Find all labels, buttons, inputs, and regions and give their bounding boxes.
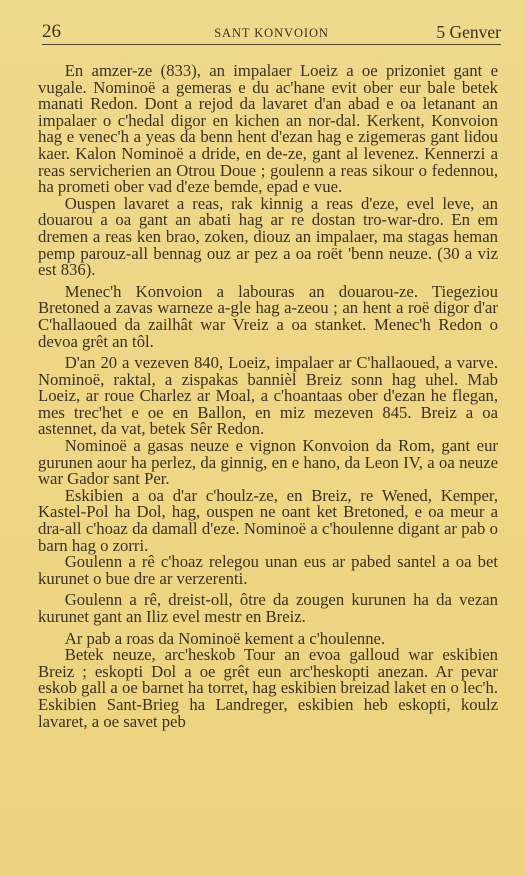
page-header <box>42 20 501 45</box>
paragraph-3: Menec'h Konvoion a labouras an douarou-ze. Tiegeziou Bretoned a zavas warneze a-gle hag a-zeou ; an hent a roë digor d'ar C'hallaoued da zailhât war Vreiz a oa stanket. Menec'h Redon o devoa grêt an tôl. <box>38 281 498 351</box>
body-text <box>38 63 498 730</box>
page-number: 26 <box>42 21 61 42</box>
paragraph-4: D'an 20 a vezeven 840, Loeiz, impalaer ar C'hallaoued, a varve. Nominoë, raktal, a zispakas bannièl Breiz sonn hag uhel. Mab Loeiz, ar roue Charlez ar Moal, a c'hoantaas ober d'ezan he flegan, mes trec'het e oe en Ballon, en miz mezeven 845. Breiz a oa astennet, da vat, betek Sêr Redon. <box>38 353 498 439</box>
header-date: 5 Genver <box>436 22 501 42</box>
paragraph-6: Eskibien a oa d'ar c'houlz-ze, en Breiz, re Wened, Kemper, Kastel-Pol ha Dol, hag, ouspen ne oant ket Bretoned, e oa meur a dra-all c'hoaz da damall d'eze. Nominoë a c'houlenne digant ar pab o barn hag o zorri. <box>38 485 498 555</box>
paragraph-8: Goulenn a rê, dreist-oll, ôtre da zougen kurunen ha da vezan kurunet gant an Iliz evel mestr en Breiz. <box>38 590 498 626</box>
paragraph-1: En amzer-ze (833), an impalaer Loeiz a oe prizoniet gant e vugale. Nominoë a gemeras e du ac'hane evit ober eur bale betek manati Redon. Dont a rejod da lavaret d'an abad e oa letanant an impalaer o c'hedal digor en kichen an nor-dal. Kerkent, Konvoion hag e venec'h a yeas da benn hent d'ezan hag e zigemeras gant lidou kaer. Kalon Nominoë a dride, en de-ze, gant al levenez. Kennerzi a reas servicherien an Otrou Doue ; goulenn a reas sikour o fedennou, ha prometi ober vad d'eze bemde, epad e vue. <box>38 61 498 197</box>
paragraph-5: Nominoë a gasas neuze e vignon Konvoion da Rom, gant eur gurunen aour ha perlez, da ginnig, en e hano, da Leon IV, a oa neuze war Gador sant Per. <box>38 436 498 489</box>
running-title: SANT KONVOION <box>214 26 329 40</box>
paragraph-9: Ar pab a roas da Nominoë kement a c'houlenne. <box>64 628 386 648</box>
paragraph-10: Betek neuze, arc'heskob Tour an evoa galloud war eskibien Breiz ; eskopti Dol a oe grêt eun arc'heskopti anezan. Ar pevar eskob gall a oe barnet ha torret, hag eskibien breizad laket en o lec'h. Eskibien Sant-Brieg ha Landreger, eskibien heb eskopti, koulz lavaret, a oe savet peb <box>38 645 498 731</box>
paragraph-7: Goulenn a rê c'hoaz relegou unan eus ar pabed santel a oa bet kurunet o bue dre ar verzerenti. <box>38 552 498 588</box>
paragraph-2: Ouspen lavaret a reas, rak kinnig a reas d'eze, evel leve, an douarou a oa gant an abati hag ar re dostan tro-war-dro. En em dremen a reas ken brao, zoken, diouz an impalaer, ma stagas heman pemp parouz-all bennag ouz ar pez a oa roët 'benn neuze. (30 a viz est 836). <box>38 193 498 280</box>
